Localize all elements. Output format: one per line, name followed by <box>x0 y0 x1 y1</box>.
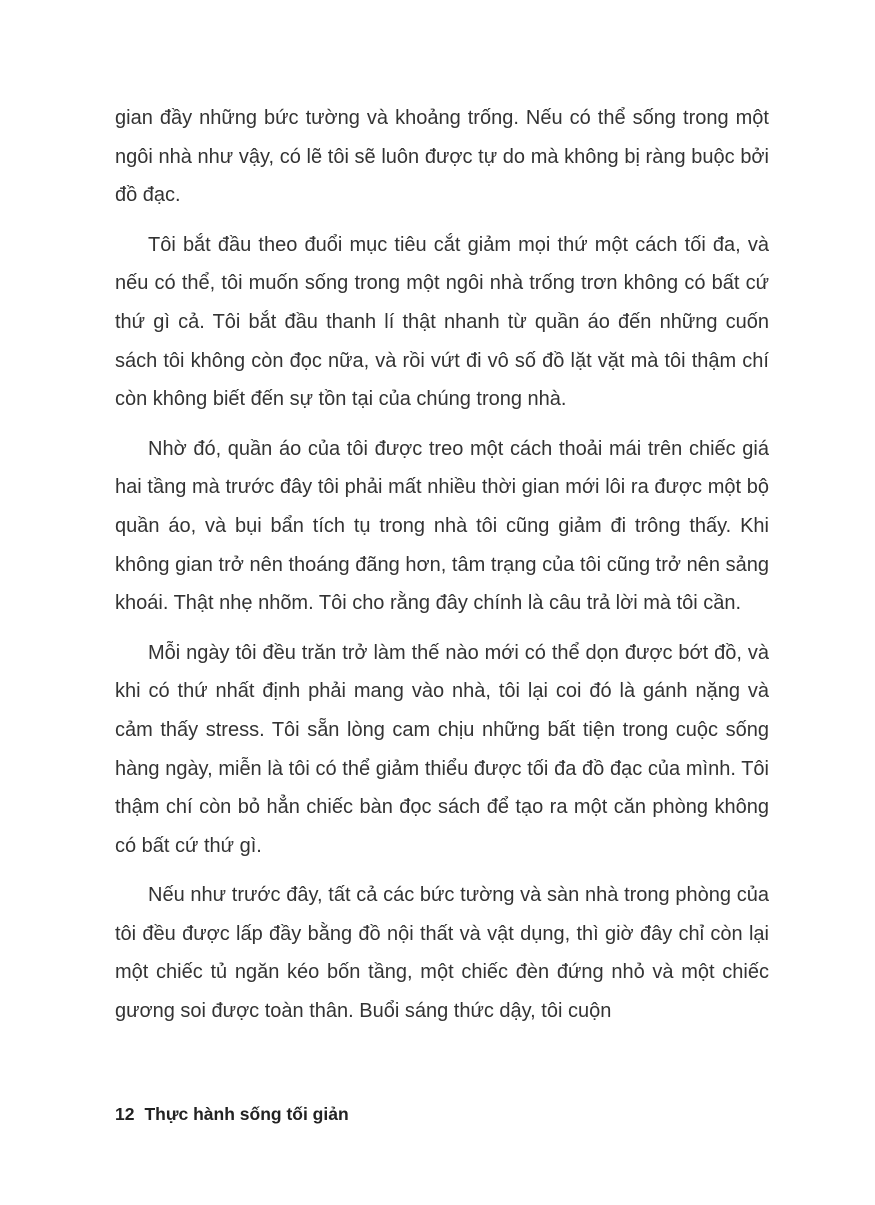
paragraph: Mỗi ngày tôi đều trăn trở làm thế nào mới có thể dọn được bớt đồ, và khi có thứ nhất định phải mang vào nhà, tôi lại coi đó là gánh nặng và cảm thấy stress. Tôi sẵn lòng cam chịu những bất tiện trong cuộc sống hàng ngày, miễn là tôi có thể giảm thiểu được tối đa đồ đạc của mình. Tôi thậm chí còn bỏ hẳn chiếc bàn đọc sách để tạo ra một căn phòng không có bất cứ thứ gì. <box>115 641 769 857</box>
paragraph: Nhờ đó, quần áo của tôi được treo một cách thoải mái trên chiếc giá hai tầng mà trước đây tôi phải mất nhiều thời gian mới lôi ra được một bộ quần áo, và bụi bẩn tích tụ trong nhà tôi cũng giảm đi trông thấy. Khi không gian trở nên thoáng đãng hơn, tâm trạng của tôi cũng trở nên sảng khoái. Thật nhẹ nhõm. Tôi cho rằng đây chính là câu trả lời mà tôi cần. <box>115 437 769 615</box>
page-body-text <box>115 99 769 1042</box>
paragraph: gian đầy những bức tường và khoảng trống. Nếu có thể sống trong một ngôi nhà như vậy, có lẽ tôi sẽ luôn được tự do mà không bị ràng buộc bởi đồ đạc. <box>115 107 769 207</box>
paragraph: Tôi bắt đầu theo đuổi mục tiêu cắt giảm mọi thứ một cách tối đa, và nếu có thể, tôi muốn sống trong một ngôi nhà trống trơn không có bất cứ thứ gì cả. Tôi bắt đầu thanh lí thật nhanh từ quần áo đến những cuốn sách tôi không còn đọc nữa, và rồi vứt đi vô số đồ lặt vặt mà tôi thậm chí còn không biết đến sự tồn tại của chúng trong nhà. <box>115 233 769 411</box>
page-number: 12 <box>115 1104 135 1124</box>
page-footer <box>115 1103 349 1125</box>
book-title: Thực hành sống tối giản <box>144 1104 349 1124</box>
paragraph: Nếu như trước đây, tất cả các bức tường và sàn nhà trong phòng của tôi đều được lấp đầy bằng đồ nội thất và vật dụng, thì giờ đây chỉ còn lại một chiếc tủ ngăn kéo bốn tầng, một chiếc đèn đứng nhỏ và một chiếc gương soi được toàn thân. Buổi sáng thức dậy, tôi cuộn <box>115 884 769 1023</box>
